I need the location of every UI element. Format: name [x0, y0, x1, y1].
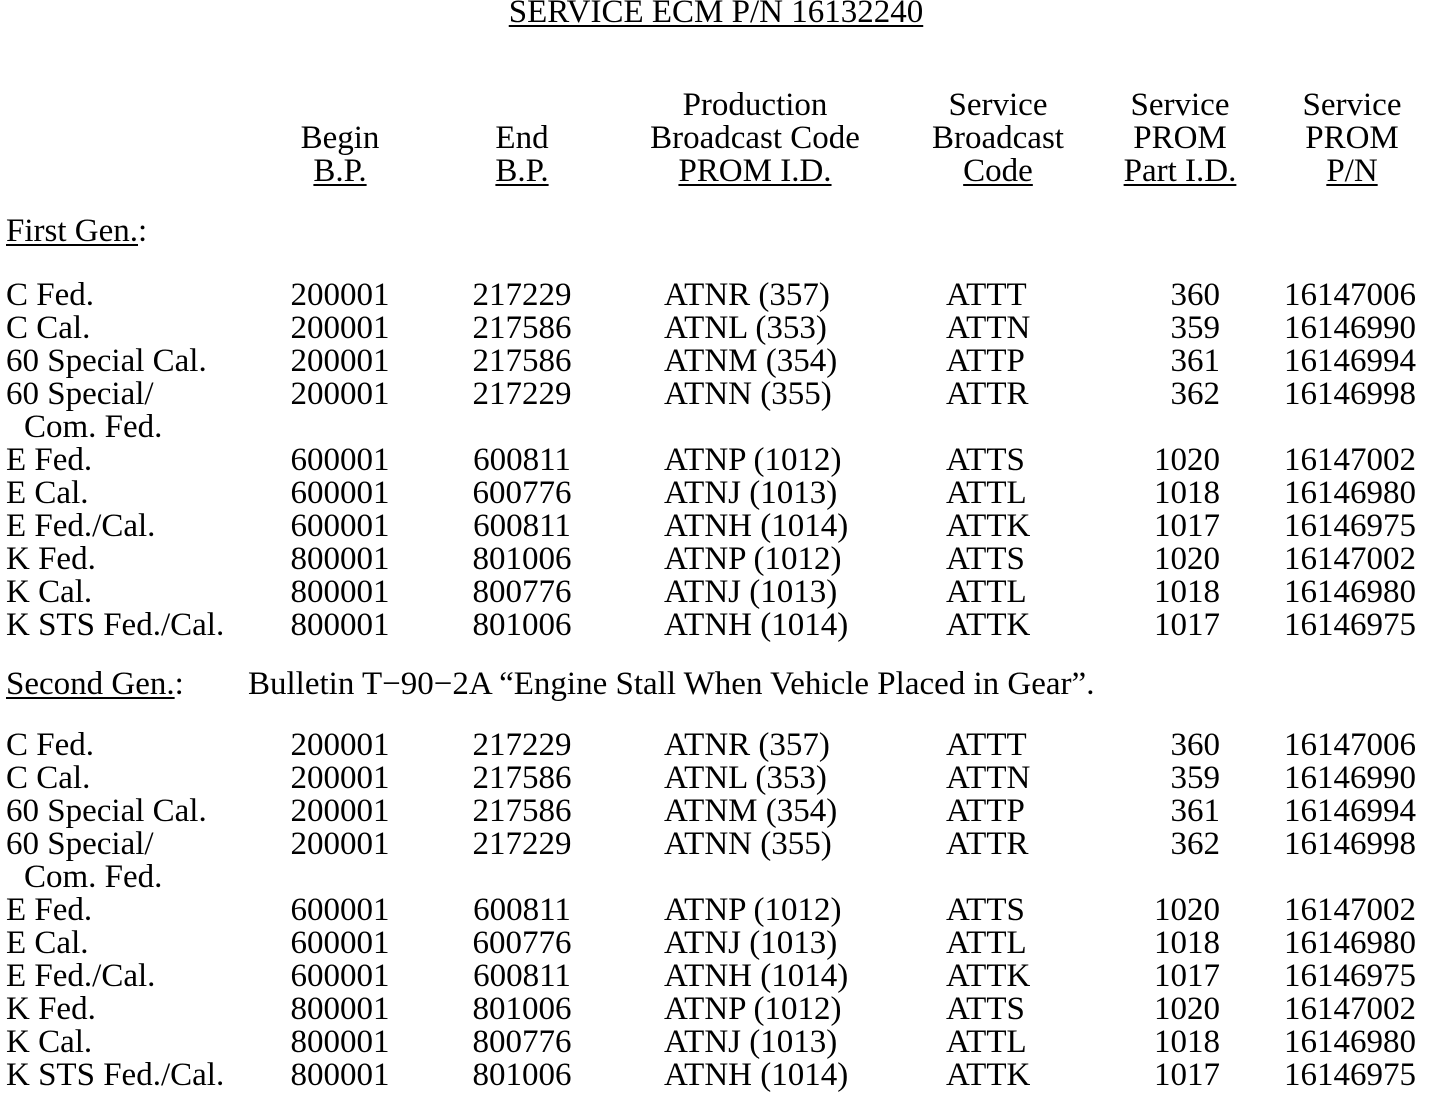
production-code-cell: ATNJ (1013): [664, 925, 838, 961]
model-cell: C Cal.: [6, 310, 91, 346]
header-service-prom-pn: [1282, 89, 1422, 188]
service-broadcast-code-cell: ATTL: [946, 475, 1027, 511]
model-cell: Com. Fed.: [24, 409, 163, 445]
model-cell: 60 Special Cal.: [6, 343, 207, 379]
table-row: [0, 576, 1440, 609]
production-code-cell: ATNR (357): [664, 277, 830, 313]
model-cell: K Cal.: [6, 1024, 93, 1060]
model-cell: E Fed.: [6, 892, 93, 928]
table-row: [0, 345, 1440, 378]
end-bp-cell: 801006: [472, 541, 572, 577]
service-broadcast-code-cell: ATTS: [946, 541, 1025, 577]
production-code-cell: ATNJ (1013): [664, 574, 838, 610]
end-bp-cell: 217229: [472, 376, 572, 412]
begin-bp-cell: 600001: [290, 925, 390, 961]
model-cell: C Fed.: [6, 277, 95, 313]
header-line: PROM I.D.: [678, 153, 832, 189]
production-code-cell: ATNP (1012): [664, 541, 842, 577]
production-code-cell: ATNL (353): [664, 310, 827, 346]
production-code-cell: ATNM (354): [664, 343, 838, 379]
begin-bp-cell: 800001: [290, 991, 390, 1027]
service-prom-pn-cell: 16146980: [1284, 1024, 1416, 1060]
model-cell: 60 Special/: [6, 826, 154, 862]
service-broadcast-code-cell: ATTR: [946, 376, 1029, 412]
header-end-bp: [452, 122, 592, 188]
table-row: [0, 795, 1440, 828]
service-prom-pn-cell: 16146994: [1284, 793, 1416, 829]
service-broadcast-code-cell: ATTP: [946, 343, 1025, 379]
section-label-text: First Gen.: [6, 213, 138, 249]
production-code-cell: ATNL (353): [664, 760, 827, 796]
begin-bp-cell: 800001: [290, 1024, 390, 1060]
table-row: [0, 762, 1440, 795]
service-prom-pn-cell: 16146998: [1284, 376, 1416, 412]
begin-bp-cell: 200001: [290, 793, 390, 829]
model-cell: K STS Fed./Cal.: [6, 607, 225, 643]
service-prom-pn-cell: 16147002: [1284, 442, 1416, 478]
header-line: B.P.: [495, 153, 549, 189]
service-prom-part-id-cell: 1018: [1154, 925, 1220, 961]
service-prom-part-id-cell: 1018: [1154, 475, 1220, 511]
production-code-cell: ATNN (355): [664, 826, 832, 862]
service-prom-part-id-cell: 359: [1170, 310, 1220, 346]
model-cell: K STS Fed./Cal.: [6, 1057, 225, 1093]
header-line: Begin: [300, 120, 380, 156]
end-bp-cell: 217586: [472, 793, 572, 829]
service-broadcast-code-cell: ATTT: [946, 277, 1027, 313]
header-line: PROM: [1133, 120, 1227, 156]
table-row: [0, 378, 1440, 411]
header-production-broadcast-code: [630, 89, 880, 188]
header-line: B.P.: [313, 153, 367, 189]
table-row: [0, 609, 1440, 642]
table-row: [0, 312, 1440, 345]
end-bp-cell: 800776: [472, 1024, 572, 1060]
service-prom-part-id-cell: 361: [1170, 343, 1220, 379]
service-prom-pn-cell: 16146975: [1284, 1057, 1416, 1093]
service-broadcast-code-cell: ATTP: [946, 793, 1025, 829]
table-row: [0, 510, 1440, 543]
service-broadcast-code-cell: ATTL: [946, 574, 1027, 610]
service-prom-part-id-cell: 1017: [1154, 958, 1220, 994]
begin-bp-cell: 600001: [290, 475, 390, 511]
table-row: [0, 993, 1440, 1026]
begin-bp-cell: 200001: [290, 826, 390, 862]
service-prom-pn-cell: 16146975: [1284, 508, 1416, 544]
service-prom-pn-cell: 16147002: [1284, 541, 1416, 577]
production-code-cell: ATNR (357): [664, 727, 830, 763]
table-row: [0, 543, 1440, 576]
header-line: Broadcast Code: [650, 120, 860, 156]
table-row: [0, 1026, 1440, 1059]
model-cell: E Fed.: [6, 442, 93, 478]
begin-bp-cell: 600001: [290, 892, 390, 928]
end-bp-cell: 801006: [472, 1057, 572, 1093]
header-line: Production: [682, 87, 828, 123]
table-row: [0, 960, 1440, 993]
production-code-cell: ATNP (1012): [664, 442, 842, 478]
service-broadcast-code-cell: ATTT: [946, 727, 1027, 763]
service-broadcast-code-cell: ATTS: [946, 991, 1025, 1027]
header-service-broadcast-code: [916, 89, 1080, 188]
end-bp-cell: 217229: [472, 277, 572, 313]
begin-bp-cell: 200001: [290, 310, 390, 346]
service-prom-part-id-cell: 1017: [1154, 1057, 1220, 1093]
model-cell: E Cal.: [6, 925, 89, 961]
begin-bp-cell: 600001: [290, 508, 390, 544]
table-row: [0, 828, 1440, 861]
table-row: [0, 861, 1440, 894]
model-cell: Com. Fed.: [24, 859, 163, 895]
service-broadcast-code-cell: ATTK: [946, 607, 1031, 643]
end-bp-cell: 217586: [472, 760, 572, 796]
service-broadcast-code-cell: ATTN: [946, 760, 1031, 796]
service-prom-part-id-cell: 1020: [1154, 892, 1220, 928]
production-code-cell: ATNJ (1013): [664, 1024, 838, 1060]
header-line: Part I.D.: [1123, 153, 1237, 189]
service-prom-part-id-cell: 361: [1170, 793, 1220, 829]
model-cell: K Fed.: [6, 541, 96, 577]
service-broadcast-code-cell: ATTR: [946, 826, 1029, 862]
header-line: Code: [963, 153, 1033, 189]
table-row: [0, 927, 1440, 960]
service-prom-part-id-cell: 1017: [1154, 508, 1220, 544]
model-cell: K Fed.: [6, 991, 96, 1027]
table-row: [0, 477, 1440, 510]
second-gen-label: [6, 668, 184, 701]
header-begin-bp: [270, 122, 410, 188]
service-prom-pn-cell: 16146990: [1284, 310, 1416, 346]
model-cell: C Fed.: [6, 727, 95, 763]
production-code-cell: ATNH (1014): [664, 1057, 849, 1093]
service-prom-part-id-cell: 1017: [1154, 607, 1220, 643]
end-bp-cell: 600811: [473, 442, 571, 478]
model-cell: 60 Special/: [6, 376, 154, 412]
begin-bp-cell: 800001: [290, 1057, 390, 1093]
section-label-colon: :: [138, 213, 148, 249]
begin-bp-cell: 200001: [290, 760, 390, 796]
service-prom-part-id-cell: 360: [1170, 727, 1220, 763]
service-prom-pn-cell: 16146975: [1284, 958, 1416, 994]
service-prom-part-id-cell: 1020: [1154, 991, 1220, 1027]
production-code-cell: ATNP (1012): [664, 892, 842, 928]
service-broadcast-code-cell: ATTN: [946, 310, 1031, 346]
production-code-cell: ATNH (1014): [664, 607, 849, 643]
end-bp-cell: 600776: [472, 925, 572, 961]
second-gen-bulletin-note: Bulletin T−90−2A “Engine Stall When Vehicle Placed in Gear”.: [248, 666, 1095, 702]
header-line: Service: [1130, 87, 1230, 123]
end-bp-cell: 217229: [472, 727, 572, 763]
section-label-colon: :: [174, 666, 184, 702]
service-prom-pn-cell: 16146980: [1284, 475, 1416, 511]
header-line: Service: [1302, 87, 1402, 123]
model-cell: E Fed./Cal.: [6, 958, 156, 994]
end-bp-cell: 600811: [473, 892, 571, 928]
model-cell: K Cal.: [6, 574, 93, 610]
service-broadcast-code-cell: ATTK: [946, 958, 1031, 994]
production-code-cell: ATNP (1012): [664, 991, 842, 1027]
table-row: [0, 444, 1440, 477]
begin-bp-cell: 600001: [290, 442, 390, 478]
end-bp-cell: 217586: [472, 310, 572, 346]
service-broadcast-code-cell: ATTL: [946, 1024, 1027, 1060]
header-line: End: [495, 120, 549, 156]
header-service-prom-part-id: [1104, 89, 1256, 188]
service-prom-pn-cell: 16147006: [1284, 277, 1416, 313]
begin-bp-cell: 200001: [290, 277, 390, 313]
end-bp-cell: 217229: [472, 826, 572, 862]
service-prom-part-id-cell: 360: [1170, 277, 1220, 313]
header-line: Broadcast: [932, 120, 1064, 156]
service-prom-part-id-cell: 359: [1170, 760, 1220, 796]
service-prom-pn-cell: 16147002: [1284, 892, 1416, 928]
header-line: P/N: [1326, 153, 1378, 189]
service-prom-part-id-cell: 1018: [1154, 574, 1220, 610]
begin-bp-cell: 800001: [290, 574, 390, 610]
service-prom-part-id-cell: 1020: [1154, 442, 1220, 478]
end-bp-cell: 600776: [472, 475, 572, 511]
begin-bp-cell: 200001: [290, 727, 390, 763]
service-prom-pn-cell: 16146980: [1284, 574, 1416, 610]
service-broadcast-code-cell: ATTK: [946, 508, 1031, 544]
service-prom-part-id-cell: 1020: [1154, 541, 1220, 577]
end-bp-cell: 600811: [473, 958, 571, 994]
end-bp-cell: 801006: [472, 991, 572, 1027]
begin-bp-cell: 200001: [290, 343, 390, 379]
service-prom-pn-cell: 16146975: [1284, 607, 1416, 643]
model-cell: C Cal.: [6, 760, 91, 796]
model-cell: 60 Special Cal.: [6, 793, 207, 829]
service-prom-pn-cell: 16147002: [1284, 991, 1416, 1027]
service-prom-pn-cell: 16146980: [1284, 925, 1416, 961]
production-code-cell: ATNN (355): [664, 376, 832, 412]
page-title: SERVICE ECM P/N 16132240: [508, 0, 924, 30]
service-prom-pn-cell: 16146990: [1284, 760, 1416, 796]
service-prom-pn-cell: 16146998: [1284, 826, 1416, 862]
service-broadcast-code-cell: ATTK: [946, 1057, 1031, 1093]
table-row: [0, 411, 1440, 444]
service-broadcast-code-cell: ATTS: [946, 892, 1025, 928]
production-code-cell: ATNJ (1013): [664, 475, 838, 511]
table-row: [0, 279, 1440, 312]
end-bp-cell: 217586: [472, 343, 572, 379]
end-bp-cell: 800776: [472, 574, 572, 610]
first-gen-label: [6, 215, 147, 248]
production-code-cell: ATNH (1014): [664, 958, 849, 994]
header-line: Service: [948, 87, 1048, 123]
model-cell: E Cal.: [6, 475, 89, 511]
begin-bp-cell: 600001: [290, 958, 390, 994]
table-row: [0, 729, 1440, 762]
section-label-text: Second Gen.: [6, 666, 175, 702]
service-broadcast-code-cell: ATTL: [946, 925, 1027, 961]
service-prom-pn-cell: 16147006: [1284, 727, 1416, 763]
service-prom-pn-cell: 16146994: [1284, 343, 1416, 379]
begin-bp-cell: 800001: [290, 541, 390, 577]
production-code-cell: ATNH (1014): [664, 508, 849, 544]
header-line: PROM: [1305, 120, 1399, 156]
end-bp-cell: 801006: [472, 607, 572, 643]
service-prom-part-id-cell: 1018: [1154, 1024, 1220, 1060]
production-code-cell: ATNM (354): [664, 793, 838, 829]
table-row: [0, 894, 1440, 927]
model-cell: E Fed./Cal.: [6, 508, 156, 544]
service-prom-part-id-cell: 362: [1170, 826, 1220, 862]
service-prom-part-id-cell: 362: [1170, 376, 1220, 412]
begin-bp-cell: 200001: [290, 376, 390, 412]
service-broadcast-code-cell: ATTS: [946, 442, 1025, 478]
end-bp-cell: 600811: [473, 508, 571, 544]
table-row: [0, 1059, 1440, 1092]
begin-bp-cell: 800001: [290, 607, 390, 643]
